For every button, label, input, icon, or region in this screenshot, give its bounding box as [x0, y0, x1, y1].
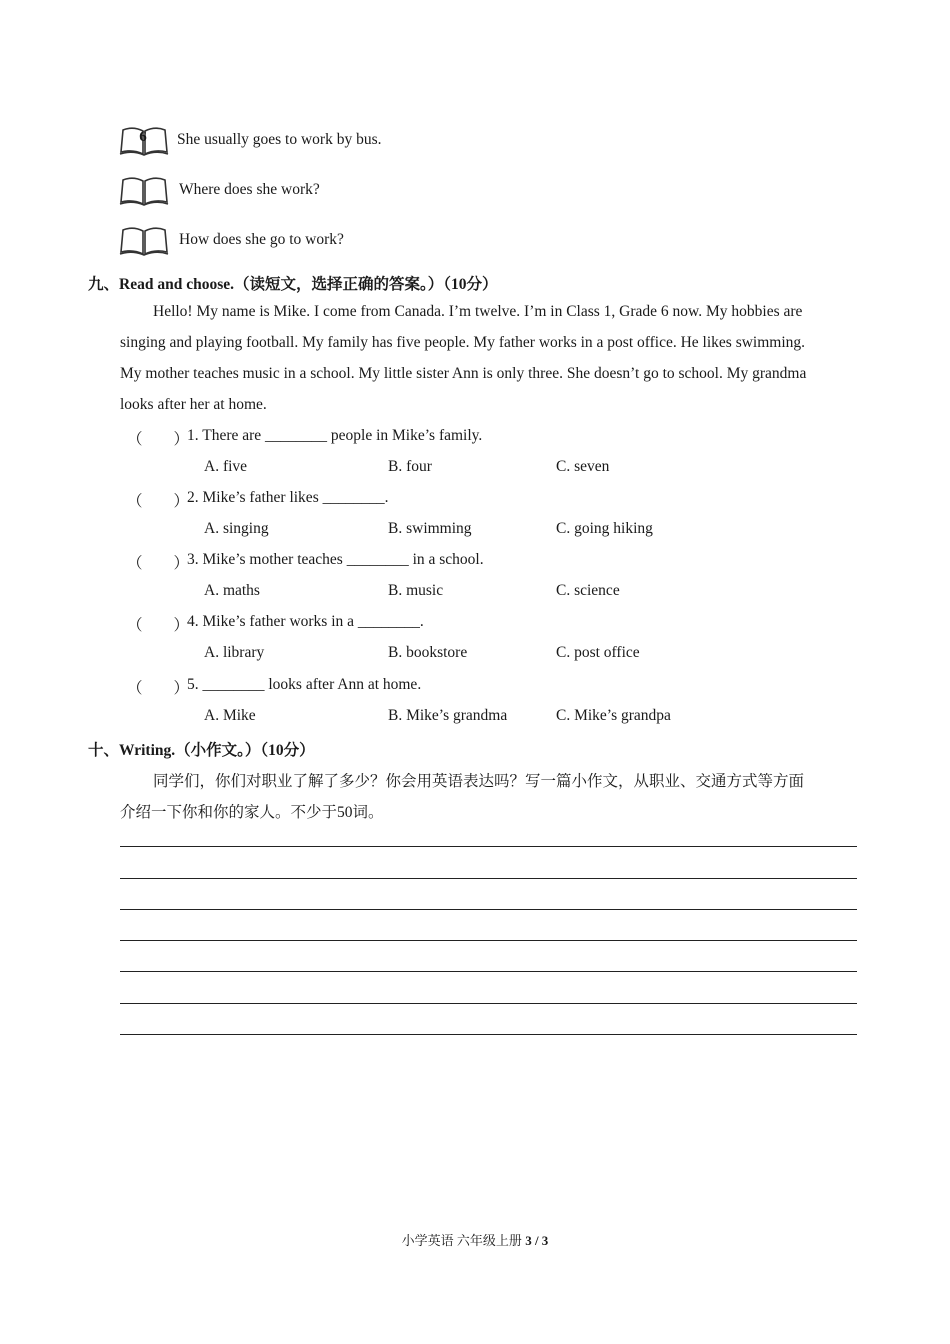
- question-text: 2. Mike’s father likes ________.: [187, 489, 389, 506]
- picture-question: How does she go to work?: [179, 231, 344, 248]
- option-c: C. Mike’s grandpa: [556, 707, 671, 724]
- option-c: C. seven: [556, 458, 610, 475]
- question-text: 3. Mike’s mother teaches ________ in a school.: [187, 551, 484, 568]
- writing-prompt-line: 介绍一下你和你的家人。不少于50词。: [120, 804, 384, 821]
- passage-line: looks after her at home.: [120, 396, 267, 413]
- option-b: B. four: [388, 458, 432, 475]
- page-footer: [0, 1230, 950, 1249]
- writing-prompt-line: 同学们，你们对职业了解了多少？你会用英语表达吗？写一篇小作文，从职业、交通方式等方面: [153, 773, 805, 790]
- open-book-icon: [119, 224, 169, 256]
- option-b: B. bookstore: [388, 644, 468, 661]
- page-number: 3 / 3: [525, 1233, 549, 1248]
- question-text: 4. Mike’s father works in a ________.: [187, 613, 424, 630]
- writing-line[interactable]: [120, 940, 857, 941]
- section-title-en: Writing.: [119, 742, 176, 759]
- section-10-heading: [88, 738, 315, 760]
- book-number: 6: [139, 129, 147, 145]
- option-a: A. library: [204, 644, 265, 661]
- section-9-heading: [88, 272, 498, 294]
- passage-line: singing and playing football. My family has five people. My father works in a post office. He likes swimming.: [120, 334, 806, 351]
- open-book-icon: [119, 124, 169, 156]
- picture-question: Where does she work?: [179, 181, 320, 198]
- answer-blank[interactable]: （ ）: [127, 431, 190, 448]
- writing-line[interactable]: [120, 909, 857, 910]
- section-title-zh: （小作文。）（10分）: [175, 742, 315, 759]
- passage-line: Hello! My name is Mike. I come from Canada. I’m twelve. I’m in Class 1, Grade 6 now. My hobbies are: [153, 303, 803, 320]
- open-book-icon: [119, 174, 169, 206]
- answer-blank[interactable]: （ ）: [127, 680, 190, 697]
- writing-line[interactable]: [120, 971, 857, 972]
- open-book-icon: [119, 224, 169, 256]
- option-c: C. going hiking: [556, 520, 653, 537]
- option-b: B. music: [388, 582, 444, 599]
- section-title-en: Read and choose.: [119, 276, 234, 293]
- passage-line: My mother teaches music in a school. My little sister Ann is only three. She doesn’t go to school. My grandma: [120, 365, 807, 382]
- open-book-icon: [119, 174, 169, 206]
- section-numeral: 十、: [88, 742, 120, 759]
- option-c: C. science: [556, 582, 620, 599]
- writing-line[interactable]: [120, 1034, 857, 1035]
- question-text: 5. ________ looks after Ann at home.: [187, 676, 422, 693]
- option-c: C. post office: [556, 644, 640, 661]
- answer-blank[interactable]: （ ）: [127, 493, 190, 510]
- footer-subject: 小学英语 六年级上册: [401, 1233, 522, 1248]
- section-title-zh: （读短文，选择正确的答案。）（10分）: [234, 276, 498, 293]
- option-a: A. Mike: [204, 707, 256, 724]
- writing-line[interactable]: [120, 846, 857, 847]
- picture-sentence: She usually goes to work by bus.: [177, 131, 382, 148]
- writing-line[interactable]: [120, 1003, 857, 1004]
- option-b: B. swimming: [388, 520, 472, 537]
- answer-blank[interactable]: （ ）: [127, 617, 190, 634]
- option-a: A. singing: [204, 520, 269, 537]
- answer-blank[interactable]: （ ）: [127, 555, 190, 572]
- option-a: A. maths: [204, 582, 260, 599]
- option-a: A. five: [204, 458, 248, 475]
- section-numeral: 九、: [88, 276, 120, 293]
- option-b: B. Mike’s grandma: [388, 707, 508, 724]
- question-text: 1. There are ________ people in Mike’s family.: [187, 427, 483, 444]
- writing-line[interactable]: [120, 878, 857, 879]
